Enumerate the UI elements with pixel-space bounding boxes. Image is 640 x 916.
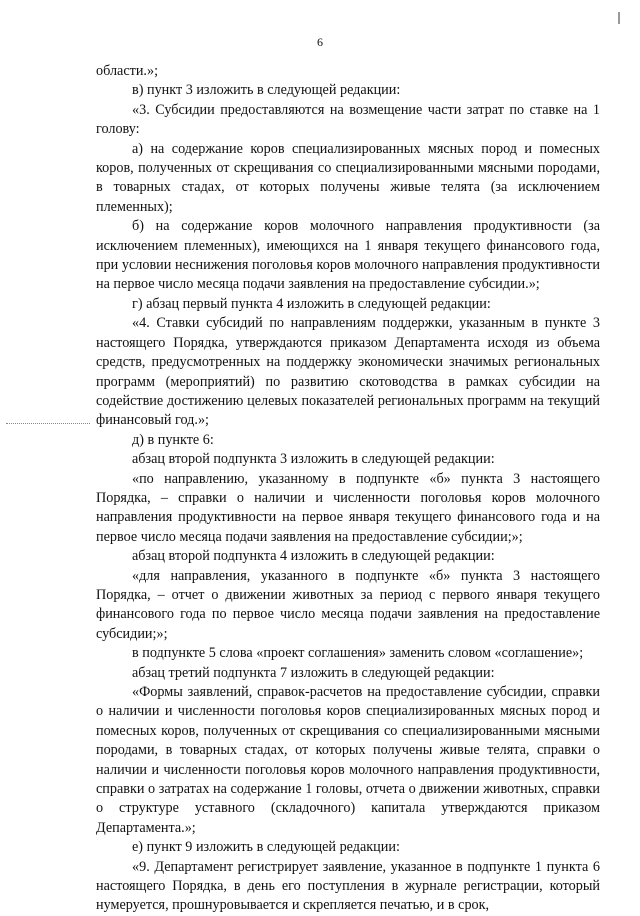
paragraph: абзац второй подпункта 4 изложить в следующей редакции:	[132, 548, 495, 565]
paragraph: е) пункт 9 изложить в следующей редакции:	[132, 839, 400, 856]
paragraph: абзац второй подпункта 3 изложить в следующей редакции:	[132, 451, 495, 468]
paragraph: г) абзац первый пункта 4 изложить в следующей редакции:	[132, 295, 491, 312]
paragraph: «для направления, указанного в подпункте «б» пункта 3 настоящего Порядка, – отчет о движении животных за период с первого января текущего финансового года по первое число месяца подачи заявления на предоставление субсидии;»;	[96, 567, 600, 642]
paragraph: д) в пункте 6:	[132, 431, 214, 448]
paragraph: «4. Ставки субсидий по направлениям поддержки, указанным в пункте 3 настоящего Порядка, утверждаются приказом Департамента исходя из объема средств, предусмотренных на поддержку экономически значимых региональных программ (мероприятий) по развитию скотоводства в рамках субсидии на содействие достижению целевых показателей региональных программ на текущий финансовый год.»;	[96, 315, 600, 429]
scan-artifact	[6, 423, 90, 424]
paragraph: а) на содержание коров специализированных мясных пород и помесных коров, полученных от скрещивания со специализированными мясными породами, в товарных стадах, от которых получены живые телята (за исключением племенных);	[96, 140, 600, 215]
paragraph: «9. Департамент регистрирует заявление, указанное в подпункте 1 пункта 6 настоящего Порядка, в день его поступления в журнале регистрации, который нумеруется, прошнуровывается и скрепляется печатью, и в срок,	[96, 858, 600, 914]
paragraph: области.»;	[96, 63, 159, 79]
paragraph: абзац третий подпункта 7 изложить в следующей редакции:	[132, 664, 495, 681]
paragraph: «Формы заявлений, справок-расчетов на предоставление субсидии, справки о наличии и численности поголовья коров специализированных мясных пород и помесных коров, полученных от скрещивания со специализированными мясными породами, в товарных стадах, от которых получены живые телята, справки о наличии и численности поголовья коров молочного направления продуктивности, справки о затратах на содержание 1 головы, отчета о движении животных, справки о структуре уставного (складочного) капитала утверждаются приказом Департамента.»;	[96, 684, 600, 836]
page-number: 6	[317, 35, 323, 49]
paragraph: «по направлению, указанному в подпункте «б» пункта 3 настоящего Порядка, – справки о наличии и численности поголовья коров молочного направления продуктивности на первое января текущего финансового года и на первое число месяца подачи заявления на предоставление субсидии;»;	[96, 470, 600, 545]
paragraph: б) на содержание коров молочного направления продуктивности (за исключением племенных), имеющихся на 1 января текущего финансового года, при условии неснижения поголовья коров молочного направления продуктивности на первое число месяца подачи заявления на предоставление субсидии.»;	[96, 218, 600, 293]
paragraph: в подпункте 5 слова «проект соглашения» заменить словом «соглашение»;	[132, 645, 584, 662]
scan-artifact	[618, 12, 620, 24]
document-body	[96, 62, 600, 916]
paragraph: в) пункт 3 изложить в следующей редакции:	[132, 82, 401, 99]
paragraph: «3. Субсидии предоставляются на возмещение части затрат по ставке на 1 голову:	[96, 101, 600, 138]
